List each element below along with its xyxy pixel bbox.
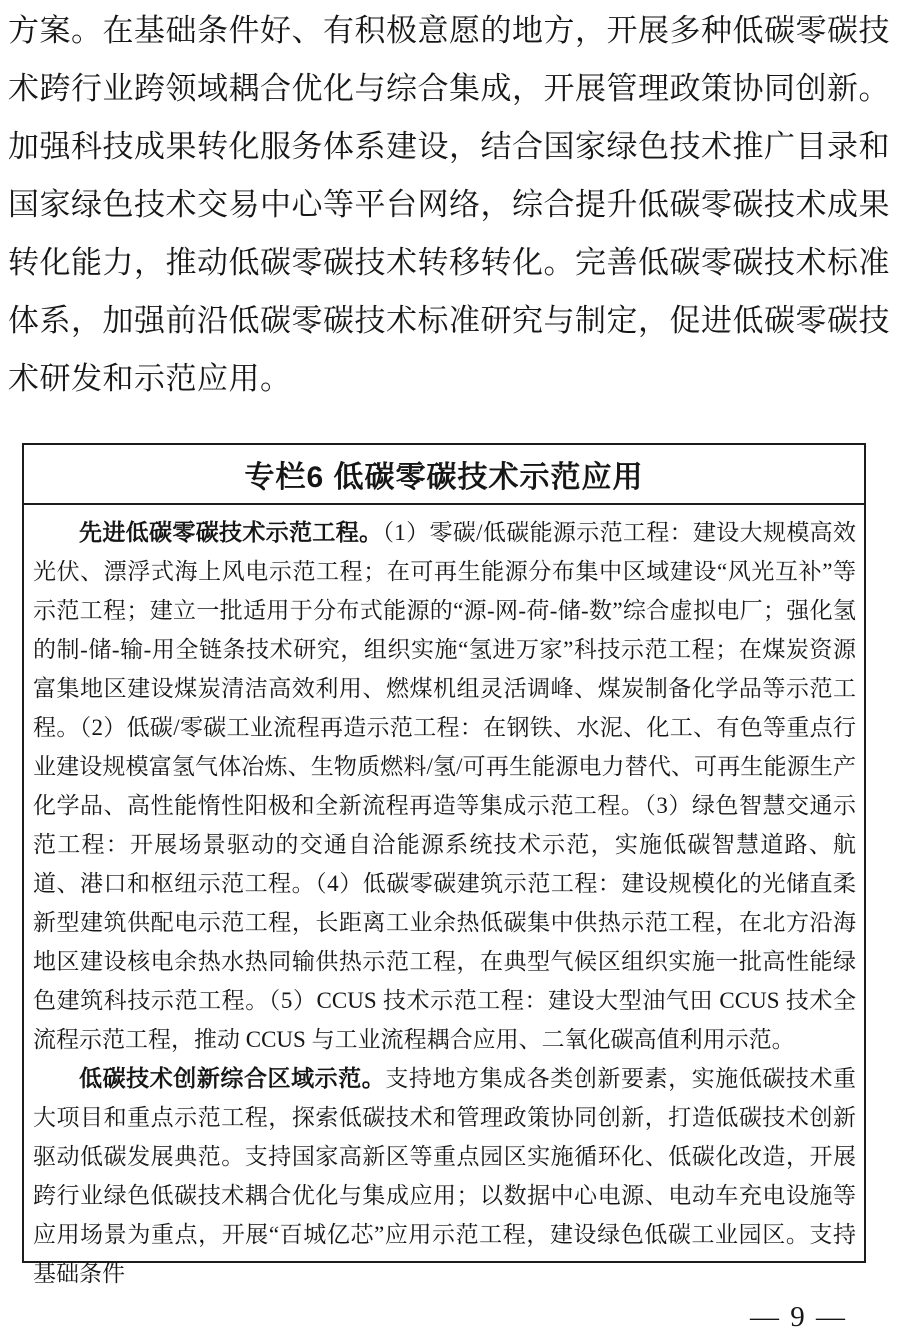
column-panel-title: 专栏6 低碳零碳技术示范应用 [24,445,864,505]
column-panel [22,443,866,1286]
box-paragraph-1-lead: 先进低碳零碳技术示范工程。 [79,520,383,545]
column-panel-body [24,505,864,1299]
body-paragraph: 方案。在基础条件好、有积极意愿的地方，开展多种低碳零碳技术跨行业跨领域耦合优化与综合集成，开展管理政策协同创新。加强科技成果转化服务体系建设，结合国家绿色技术推广目录和国家绿色技术交易中心等平台网络，综合提升低碳零碳技术成果转化能力，推动低碳零碳技术转移转化。完善低碳零碳技术标准体系，加强前沿低碳零碳技术标准研究与制定，促进低碳零碳技术研发和示范应用。 [8,13,890,396]
box-paragraph-2-text: 支持地方集成各类创新要素，实施低碳技术重大项目和重点示范工程，探索低碳技术和管理政策协同创新，打造低碳技术创新驱动低碳发展典范。支持国家高新区等重点园区实施循环化、低碳化改造，开展跨行业绿色低碳技术耦合优化与集成应用；以数据中心电源、电动车充电设施等应用场景为重点，开展“百城亿芯”应用示范工程，建设绿色低碳工业园区。支持基础条件 [33,1066,856,1286]
box-paragraph-1-text: （1）零碳/低碳能源示范工程：建设大规模高效光伏、漂浮式海上风电示范工程；在可再生能源分布集中区域建设“风光互补”等示范工程；建立一批适用于分布式能源的“源-网-荷-储-数”综合虚拟电厂；强化氢的制-储-输-用全链条技术研究，组织实施“氢进万家”科技示范工程；在煤炭资源富集地区建设煤炭清洁高效利用、燃煤机组灵活调峰、煤炭制备化学品等示范工程。（2）低碳/零碳工业流程再造示范工程：在钢铁、水泥、化工、有色等重点行业建设规模富氢气体冶炼、生物质燃料/氢/可再生能源电力替代、可再生能源生产化学品、高性能惰性阳极和全新流程再造等集成示范工程。（3）绿色智慧交通示范工程：开展场景驱动的交通自洽能源系统技术示范，实施低碳智慧道路、航道、港口和枢纽示范工程。（4）低碳零碳建筑示范工程：建设规模化的光储直柔新型建筑供配电示范工程，长距离工业余热低碳集中供热示范工程，在北方沿海地区建设核电余热水热同输供热示范工程，在典型气候区组织实施一批高性能绿色建筑科技示范工程。（5）CCUS 技术示范工程：建设大型油气田 CCUS 技术全流程示范工程，推动 CCUS 与工业流程耦合应用、二氧化碳高值利用示范。 [33,520,857,1052]
box-paragraph-1 [33,513,856,1059]
box-paragraph-2-lead: 低碳技术创新综合区域示范。 [79,1066,386,1091]
box-paragraph-2 [33,1059,856,1293]
page-number: — 9 — [750,1301,847,1333]
